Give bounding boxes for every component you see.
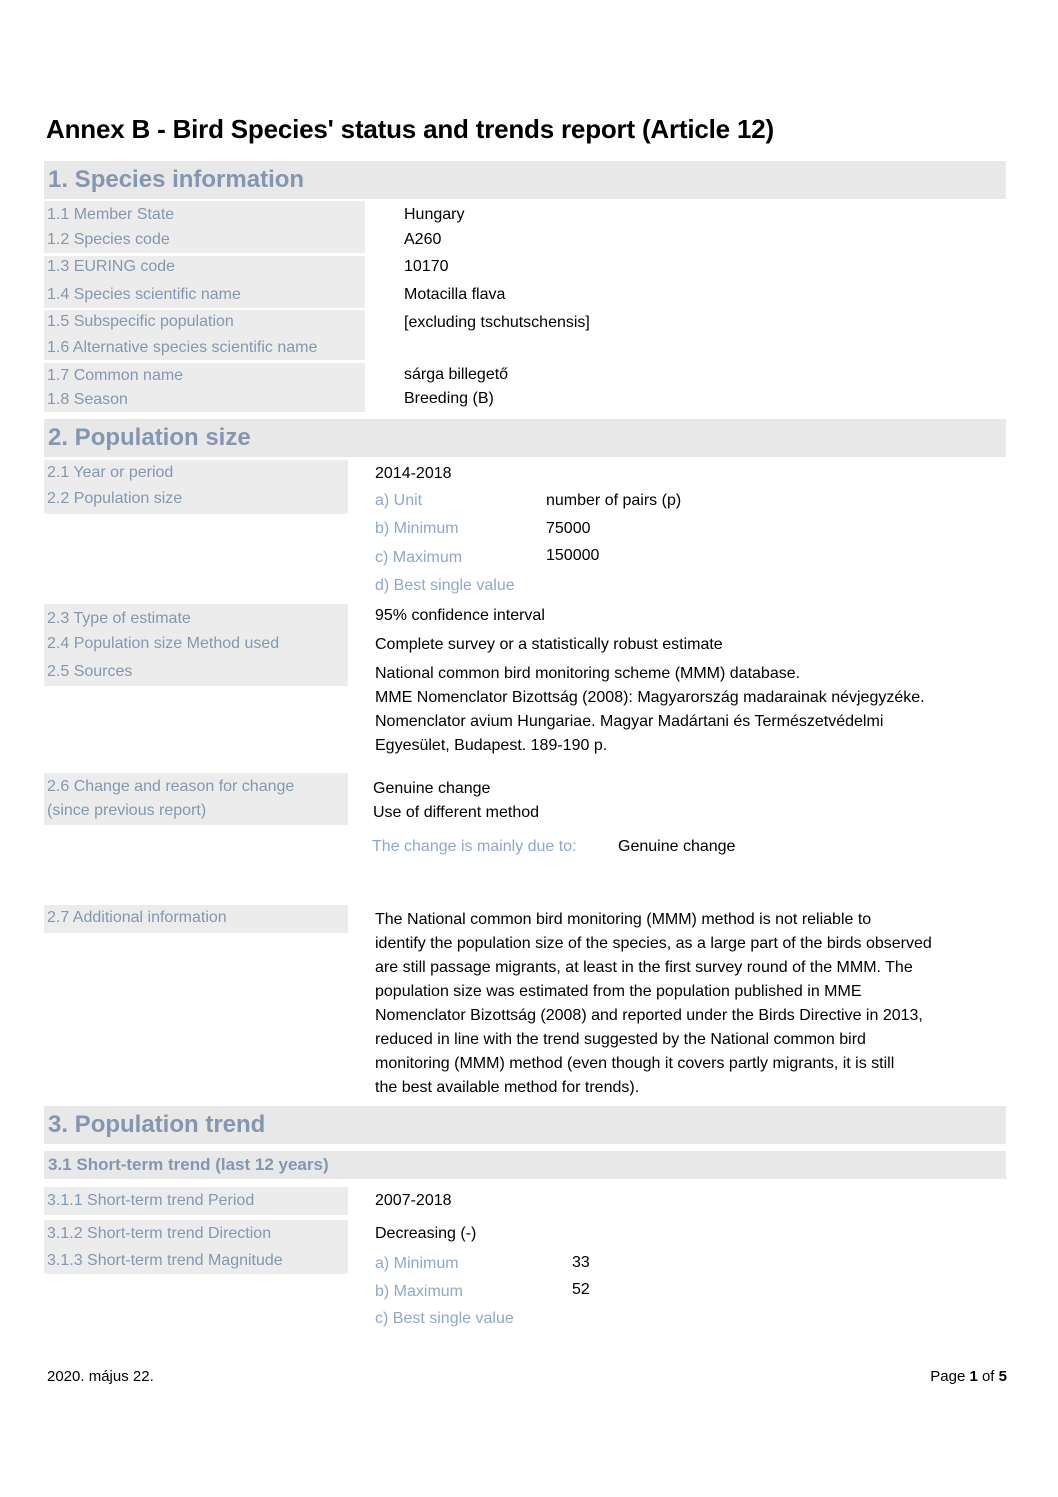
euring-code-label: 1.3 EURING code [47, 258, 176, 275]
scientific-name-value: Motacilla flava [404, 286, 506, 303]
change-label-2: (since previous report) [47, 802, 207, 819]
section-species-information [44, 161, 1006, 199]
scientific-name-label: 1.4 Species scientific name [47, 286, 241, 303]
season-label: 1.8 Season [47, 391, 128, 408]
trend-direction-label: 3.1.2 Short-term trend Direction [47, 1225, 272, 1242]
maximum-value: 150000 [546, 547, 600, 564]
alternative-name-label: 1.6 Alternative species scientific name [47, 339, 318, 356]
trend-period-label: 3.1.1 Short-term trend Period [47, 1192, 255, 1209]
additional-info-text: The National common bird monitoring (MMM) method is not reliable to identify the population size of the species, as a large part of the birds observed are still passage migrants, at least in the first survey round of the MMM. The population size was estimated from the population published in MME Nomenclator Bizottság (2008) and reported under the Birds Directive in 2013, reduced in line with the trend suggested by the National common bird monitoring (MMM) method (even though it covers partly migrants, it is still the best available method for trends). [375, 911, 932, 1096]
euring-code-value: 10170 [404, 258, 449, 275]
unit-label: a) Unit [375, 492, 423, 509]
trend-minimum-label: a) Minimum [375, 1255, 459, 1272]
trend-best-value-label: c) Best single value [375, 1310, 514, 1327]
season-value: Breeding (B) [404, 390, 494, 407]
trend-maximum-value: 52 [572, 1281, 590, 1298]
trend-direction-value: Decreasing (-) [375, 1225, 477, 1242]
type-of-estimate-label: 2.3 Type of estimate [47, 610, 191, 627]
maximum-label: c) Maximum [375, 549, 463, 566]
common-name-value: sárga billegető [404, 366, 509, 383]
section-heading: 2. Population size [48, 424, 251, 451]
additional-info-label: 2.7 Additional information [47, 909, 227, 926]
method-value: Complete survey or a statistically robust estimate [375, 636, 723, 653]
year-value: 2014-2018 [375, 465, 452, 482]
sources-text: National common bird monitoring scheme (MMM) database. MME Nomenclator Bizottság (2008): Magyarország madarainak névjegyzéke. Nomenclator avium Hungariae. Magyar Madártani és Természetvédelmi Egyesület, Budapest. 189-190 p. [375, 665, 925, 754]
subsection-short-term-trend [44, 1151, 1006, 1179]
change-due-value: Genuine change [618, 838, 736, 855]
sources-label: 2.5 Sources [47, 663, 133, 680]
species-code-value: A260 [404, 231, 442, 248]
subspecific-population-value: [excluding tschutschensis] [404, 314, 590, 331]
change-value-1: Genuine change [373, 780, 491, 797]
section-population-trend [44, 1106, 1006, 1144]
report-title: Annex B - Bird Species' status and trends report (Article 12) [46, 114, 774, 144]
trend-minimum-value: 33 [572, 1254, 590, 1271]
subspecific-population-label: 1.5 Subspecific population [47, 313, 234, 330]
change-value-2: Use of different method [373, 804, 540, 821]
section-population-size [44, 419, 1006, 457]
method-label: 2.4 Population size Method used [47, 635, 280, 652]
footer-date: 2020. május 22. [47, 1368, 154, 1385]
minimum-label: b) Minimum [375, 520, 459, 537]
section-heading: 1. Species information [48, 166, 305, 193]
unit-value: number of pairs (p) [546, 492, 682, 509]
common-name-label: 1.7 Common name [47, 367, 184, 384]
best-value-label: d) Best single value [375, 577, 515, 594]
trend-magnitude-label: 3.1.3 Short-term trend Magnitude [47, 1252, 283, 1269]
change-due-label: The change is mainly due to: [372, 838, 577, 855]
change-label: 2.6 Change and reason for change [47, 778, 295, 795]
trend-maximum-label: b) Maximum [375, 1283, 464, 1300]
member-state-value: Hungary [404, 206, 465, 223]
trend-period-value: 2007-2018 [375, 1192, 452, 1209]
section-heading: 3. Population trend [48, 1111, 266, 1138]
minimum-value: 75000 [546, 520, 591, 537]
page-number: Page 1 of 5 [930, 1368, 1007, 1385]
population-size-label: 2.2 Population size [47, 490, 183, 507]
member-state-label: 1.1 Member State [47, 206, 175, 223]
type-of-estimate-value: 95% confidence interval [375, 607, 545, 624]
year-label: 2.1 Year or period [47, 464, 174, 481]
subsection-heading: 3.1 Short-term trend (last 12 years) [48, 1155, 329, 1174]
species-code-label: 1.2 Species code [47, 231, 170, 248]
